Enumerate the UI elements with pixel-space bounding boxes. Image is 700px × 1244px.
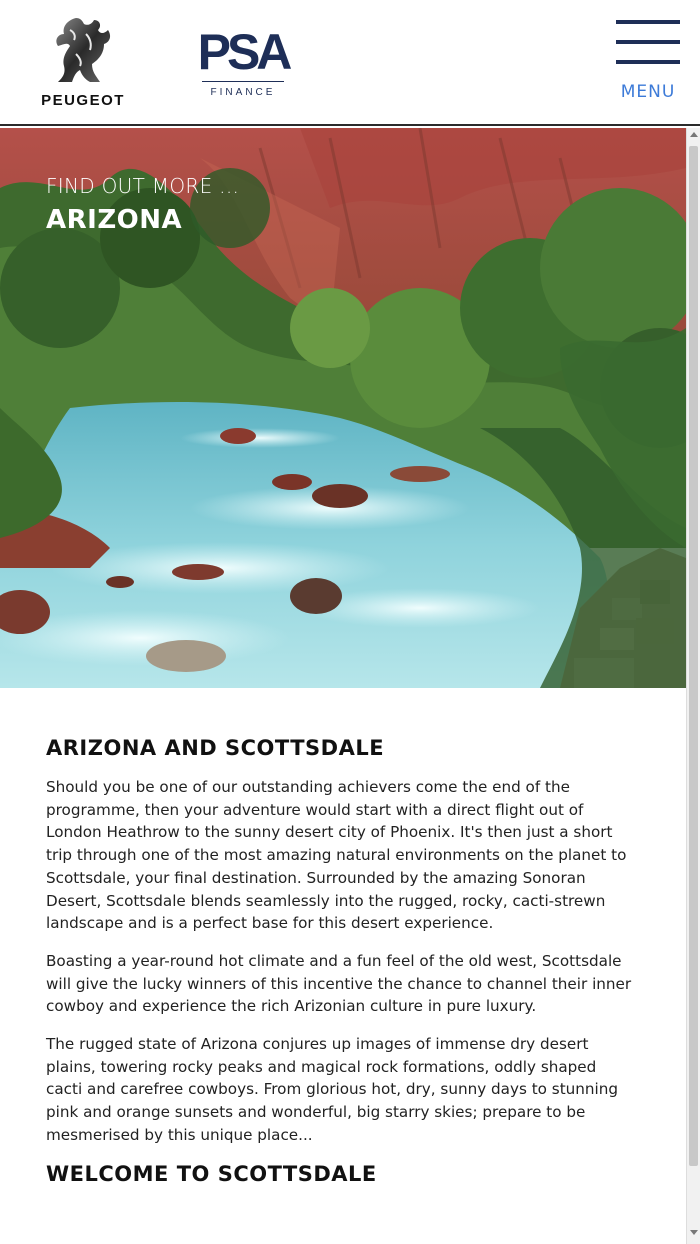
menu-label: MENU	[620, 82, 676, 102]
vertical-scrollbar[interactable]	[686, 128, 700, 1244]
hamburger-line	[616, 60, 680, 64]
scroll-down-arrow-icon[interactable]	[690, 1230, 698, 1235]
hamburger-line	[616, 40, 680, 44]
hamburger-line	[616, 20, 680, 24]
site-header	[0, 0, 700, 126]
hero-kicker: FIND OUT MORE ...	[46, 174, 240, 198]
psa-wordmark: PSA	[197, 24, 289, 80]
article-paragraph: Boasting a year-round hot climate and a fun feel of the old west, Scottsdale will give the lucky winners of this incentive the chance to channel their inner cowboy and experience the rich Arizonian culture in pure luxury.	[46, 951, 632, 1016]
scroll-thumb[interactable]	[689, 146, 698, 1166]
psa-finance-label: FINANCE	[210, 87, 276, 98]
article-paragraph: Should you be one of our outstanding achievers come the end of the programme, then your adventure would start with a direct flight out of London Heathrow to the sunny desert city of Phoenix. It's then just a short trip through one of the most amazing natural environments on the planet to Scottsdale, your final destination. Surrounded by the amazing Sonoran Desert, Scottsdale blends seamlessly into the rugged, rocky, cacti-strewn landscape and is a perfect base for this desert experience.	[46, 778, 627, 933]
article-content	[46, 736, 636, 1202]
section-heading: WELCOME TO SCOTTSDALE	[46, 1161, 377, 1186]
psa-divider	[202, 81, 284, 82]
peugeot-lion-icon	[46, 14, 118, 86]
hero-title: ARIZONA	[46, 205, 183, 235]
peugeot-logo[interactable]	[18, 14, 148, 114]
psa-finance-logo[interactable]	[182, 26, 304, 104]
article-paragraph: The rugged state of Arizona conjures up images of immense dry desert plains, towering rocky peaks and magical rock formations, oddly shaped cacti and carefree cowboys. From glorious hot, dry, sunny days to stunning pink and orange sunsets and wonderful, big starry skies; prepare to be mesmerised by this unique place...	[46, 1035, 619, 1144]
menu-button[interactable]	[612, 18, 684, 108]
hero-banner	[0, 128, 686, 688]
peugeot-wordmark: PEUGEOT	[41, 92, 125, 109]
scroll-up-arrow-icon[interactable]	[690, 132, 698, 137]
section-heading: ARIZONA AND SCOTTSDALE	[46, 736, 385, 760]
